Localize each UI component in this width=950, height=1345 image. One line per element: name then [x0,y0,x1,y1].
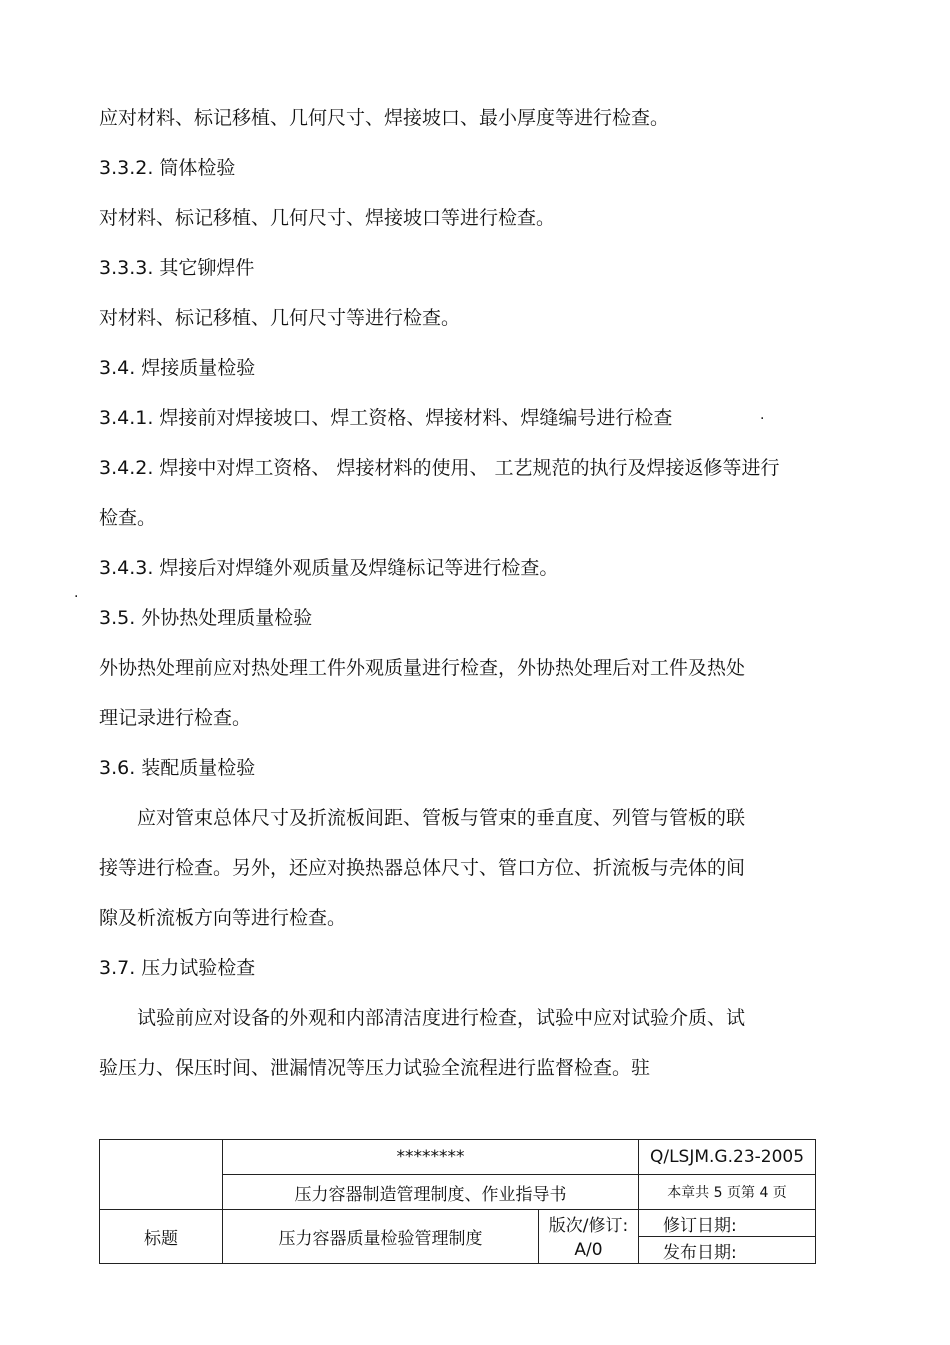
text-line: 外协热处理前应对热处理工件外观质量进行检查，外协热处理后对工件及热处 [99,657,746,679]
dates-cell [639,1210,816,1264]
text-line: 验压力、保压时间、泄漏情况等压力试验全流程进行监督检查。驻 [99,1057,651,1079]
page-info: 本章共 5 页第 4 页 [639,1175,816,1210]
company-name: ******** [223,1140,639,1175]
section-heading: 3.7. 压力试验检查 [99,957,256,979]
stray-mark: · [760,411,765,427]
section-heading: 3.5. 外协热处理质量检验 [99,607,313,629]
doc-code: Q/LSJM.G.23-2005 [639,1140,816,1175]
issue-date-label: 发布日期: [663,1242,737,1263]
footer-blank-cell [100,1140,223,1210]
version-cell [539,1210,639,1264]
version-value: A/0 [574,1239,603,1260]
section-heading: 3.4. 焊接质量检验 [99,357,256,379]
doc-title: 压力容器质量检验管理制度 [223,1210,539,1264]
text-line: 理记录进行检查。 [99,707,252,729]
footer-table [99,1139,816,1264]
text-line: 对材料、标记移植、几何尺寸等进行检查。 [99,307,461,329]
system-title: 压力容器制造管理制度、作业指导书 [223,1175,639,1210]
section-heading: 3.6. 装配质量检验 [99,757,256,779]
text-line: 3.4.2. 焊接中对焊工资格、 焊接材料的使用、 工艺规范的执行及焊接返修等进行 [99,457,780,479]
text-line: 3.4.3. 焊接后对焊缝外观质量及焊缝标记等进行检查。 [99,557,559,579]
revise-date-label: 修订日期: [639,1210,815,1237]
text-line: 接等进行检查。另外，还应对换热器总体尺寸、管口方位、折流板与壳体的间 [99,857,746,879]
section-heading: 3.3.3. 其它铆焊件 [99,257,255,279]
text-line: 隙及析流板方向等进行检查。 [99,907,347,929]
title-label: 标题 [100,1210,223,1264]
text-line: 应对材料、标记移植、几何尺寸、焊接坡口、最小厚度等进行检查。 [99,107,670,129]
text-line: 检查。 [99,507,157,529]
version-label: 版次/修订: [548,1215,629,1236]
text-line: 应对管束总体尺寸及折流板间距、管板与管束的垂直度、列管与管板的联 [99,807,746,829]
text-line: 对材料、标记移植、几何尺寸、焊接坡口等进行检查。 [99,207,556,229]
section-heading: 3.3.2. 筒体检验 [99,157,236,179]
text-line: 3.4.1. 焊接前对焊接坡口、焊工资格、焊接材料、焊缝编号进行检查 [99,407,673,429]
text-line: 试验前应对设备的外观和内部清洁度进行检查，试验中应对试验介质、试 [99,1007,746,1029]
stray-mark: · [74,589,79,605]
